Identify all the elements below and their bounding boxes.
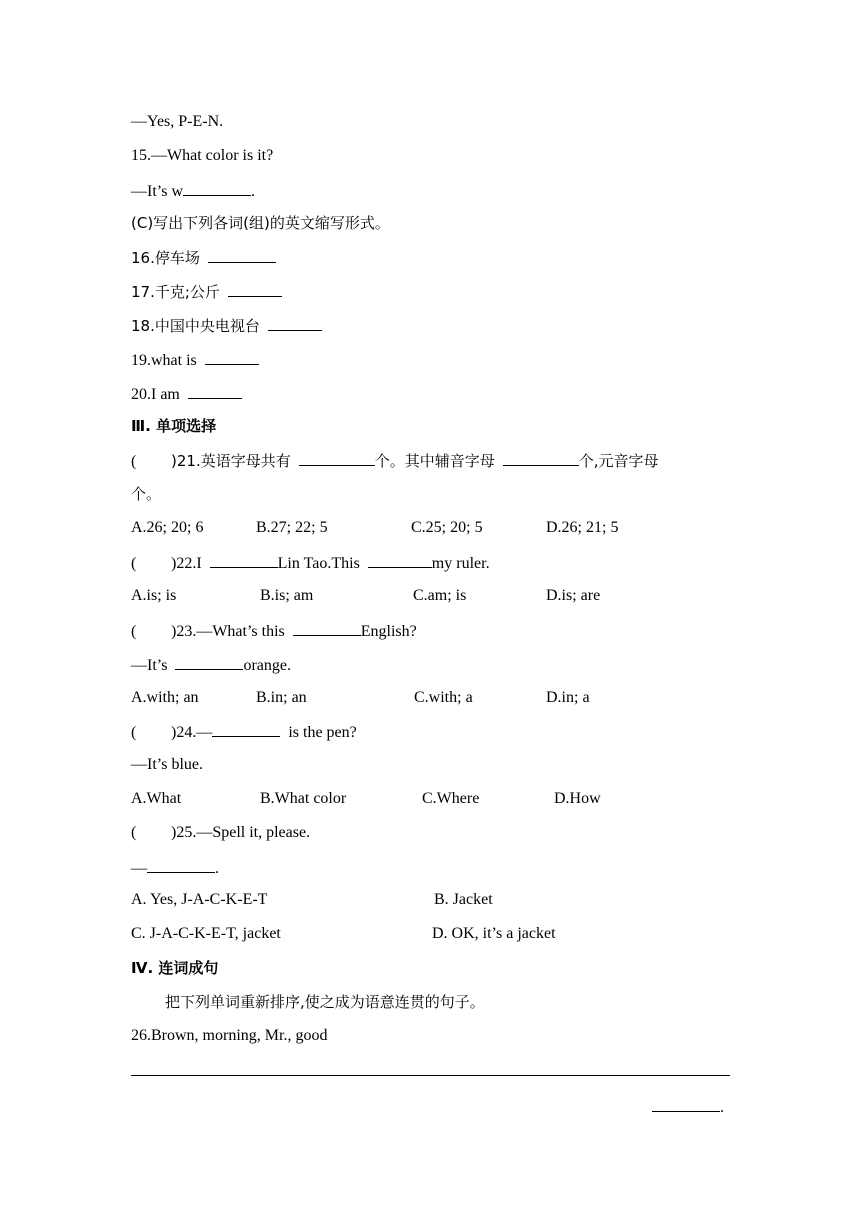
question-15: 15.—What color is it?: [131, 147, 274, 164]
option-a[interactable]: A.is; is: [131, 587, 177, 604]
blank[interactable]: [188, 383, 242, 399]
question-26: 26.Brown, morning, Mr., good: [131, 1027, 328, 1044]
option-c[interactable]: C.am; is: [413, 587, 467, 604]
question-22: ( )22.I Lin Tao.This my ruler.: [131, 552, 490, 574]
blank[interactable]: [228, 281, 282, 297]
answer-line-25: — .: [131, 857, 219, 879]
option-c[interactable]: C.Where: [422, 790, 480, 807]
question-18: 18.中国中央电视台: [131, 315, 322, 337]
question-20: 20.I am: [131, 383, 242, 405]
blank[interactable]: [210, 552, 278, 568]
option-a[interactable]: A.What: [131, 790, 182, 807]
blank[interactable]: [299, 450, 375, 466]
blank[interactable]: [147, 857, 215, 873]
option-c[interactable]: C.25; 20; 5: [411, 519, 483, 536]
answer-end-line: .: [652, 1096, 724, 1118]
blank[interactable]: [208, 247, 276, 263]
answer-line[interactable]: [131, 1075, 730, 1076]
blank[interactable]: [175, 654, 243, 670]
question-23: ( )23.—What’s this English?: [131, 620, 417, 642]
section-4-instruction: 把下列单词重新排序,使之成为语意连贯的句子。: [165, 993, 485, 1011]
option-b[interactable]: B.in; an: [256, 689, 307, 706]
question-16: 16.停车场: [131, 247, 276, 269]
question-21: ( )21.英语字母共有 个。其中辅音字母 个,元音字母: [131, 452, 659, 470]
option-d[interactable]: D.How: [554, 790, 601, 807]
option-b[interactable]: B.is; am: [260, 587, 314, 604]
blank[interactable]: [183, 180, 251, 196]
option-d[interactable]: D.is; are: [546, 587, 601, 604]
option-a[interactable]: A. Yes, J-A-C-K-E-T: [131, 891, 268, 908]
option-d[interactable]: D.26; 21; 5: [546, 519, 619, 536]
question-25: ( )25.—Spell it, please.: [131, 824, 311, 841]
blank[interactable]: [205, 349, 259, 365]
option-d[interactable]: D.in; a: [546, 689, 590, 706]
question-19: 19.what is: [131, 349, 259, 371]
blank[interactable]: [268, 315, 322, 331]
answer-line-15: —It’s w .: [131, 180, 255, 202]
section-4-heading: Ⅳ. 连词成句: [131, 959, 219, 977]
section-c-heading: (C)写出下列各词(组)的英文缩写形式。: [131, 214, 390, 232]
option-b[interactable]: B.What color: [260, 790, 347, 807]
option-b[interactable]: B. Jacket: [434, 891, 493, 908]
option-c[interactable]: C.with; a: [414, 689, 473, 706]
question-24: ( )24.— is the pen?: [131, 721, 357, 743]
question-21-wrap: 个。: [131, 485, 162, 503]
option-a[interactable]: A.with; an: [131, 689, 199, 706]
blank[interactable]: [293, 620, 361, 636]
option-c[interactable]: C. J-A-C-K-E-T, jacket: [131, 925, 281, 942]
option-a[interactable]: A.26; 20; 6: [131, 519, 204, 536]
answer-line-24: —It’s blue.: [131, 756, 203, 773]
option-d[interactable]: D. OK, it’s a jacket: [432, 925, 556, 942]
blank[interactable]: [652, 1096, 720, 1112]
question-17: 17.千克;公斤: [131, 281, 282, 303]
blank[interactable]: [503, 450, 579, 466]
option-b[interactable]: B.27; 22; 5: [256, 519, 328, 536]
blank[interactable]: [212, 721, 280, 737]
section-3-heading: Ⅲ. 单项选择: [131, 417, 217, 435]
answer-line-pen: —Yes, P-E-N.: [131, 113, 224, 130]
blank[interactable]: [368, 552, 432, 568]
answer-line-23: —It’s orange.: [131, 654, 291, 676]
